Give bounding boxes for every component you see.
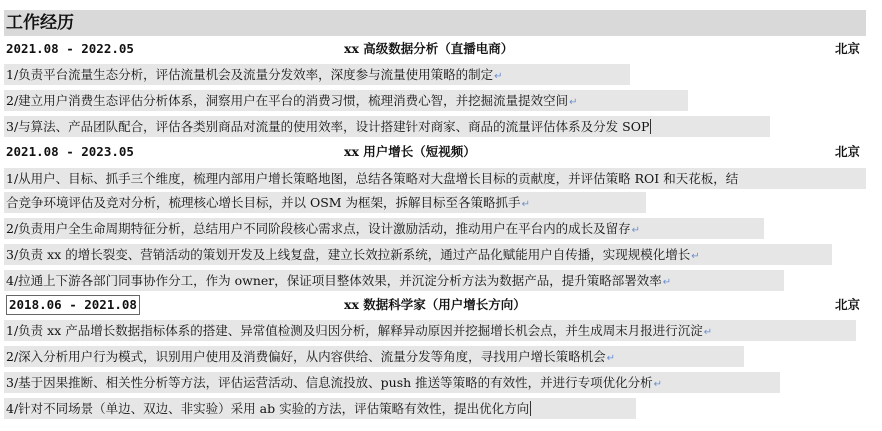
list-item	[4, 90, 688, 111]
job-city: 北京	[834, 297, 860, 312]
paragraph-mark-icon: ↵	[521, 199, 530, 210]
paragraph-mark-icon: ↵	[703, 327, 713, 338]
bullet-text: 3/与算法、产品团队配合，评估各类别商品对流量的使用效率，设计搭建针对商家、商品的流量评估体系及分发 SOP	[6, 119, 650, 134]
bullet-text: 3/负责 xx 的增长裂变、营销活动的策划开发及上线复盘，建立长效拉新系统，通过产品化赋能用户自传播，实现规模化增长	[6, 247, 691, 262]
list-item	[4, 270, 784, 291]
list-item	[4, 168, 866, 189]
paragraph-mark-icon: ↵	[631, 225, 641, 236]
job-title: xx 数据科学家（用户增长方向）	[344, 297, 526, 312]
list-item	[4, 346, 744, 367]
paragraph-mark-icon: ↵	[494, 71, 503, 82]
job-date: 2021.08 - 2023.05	[6, 144, 134, 159]
bullet-text: 2/深入分析用户行为模式，识别用户使用及消费偏好，从内容供给、流量分发等角度，寻找用户增长策略机会	[6, 349, 606, 364]
paragraph-mark-icon: ↵	[606, 353, 616, 364]
job-header	[4, 294, 866, 316]
text-cursor	[530, 401, 531, 416]
job-city: 北京	[834, 144, 860, 159]
text-cursor	[650, 119, 651, 134]
bullet-text: 4/拉通上下游各部门同事协作分工，作为 owner，保证项目整体效果，并沉淀分析方法为数据产品，提升策略部署效率	[6, 273, 662, 288]
job-city: 北京	[834, 41, 860, 56]
list-item	[4, 218, 764, 239]
list-item	[4, 244, 832, 265]
bullet-text: 合竞争环境评估及竞对分析，梳理核心增长目标，并以 OSM 为框架，拆解目标至各策略抓手	[6, 195, 521, 210]
list-item	[4, 116, 770, 137]
bullet-text: 1/负责平台流量生态分析，评估流量机会及流量分发效率，深度参与流量使用策略的制定	[6, 67, 494, 82]
paragraph-mark-icon: ↵	[691, 251, 700, 262]
bullet-text: 4/针对不同场景（单边、双边、非实验）采用 ab 实验的方法，评估策略有效性，提出优化方向	[6, 401, 530, 416]
list-item	[4, 192, 646, 213]
bullet-text: 2/建立用户消费生态评估分析体系，洞察用户在平台的消费习惯，梳理消费心智，并挖掘流量提效空间	[6, 93, 569, 108]
list-item	[4, 64, 630, 85]
list-item	[4, 398, 636, 419]
job-date: 2021.08 - 2022.05	[6, 41, 134, 56]
bullet-text: 1/负责 xx 产品增长数据指标体系的搭建、异常值检测及归因分析，解释异动原因并挖掘增长机会点，并生成周末月报进行沉淀	[6, 323, 703, 338]
bullet-text: 1/从用户、目标、抓手三个维度，梳理内部用户增长策略地图，总结各策略对大盘增长目标的贡献度，并评估策略 ROI 和天花板，结	[6, 171, 739, 186]
list-item	[4, 320, 856, 341]
list-item	[4, 372, 780, 393]
job-date: 2018.06 - 2021.08	[6, 295, 140, 315]
job-header	[4, 141, 866, 163]
paragraph-mark-icon: ↵	[662, 277, 672, 288]
paragraph-mark-icon: ↵	[653, 379, 663, 390]
section-title: 工作经历	[4, 10, 866, 36]
job-header	[4, 38, 866, 60]
job-title: xx 用户增长（短视频）	[344, 144, 476, 159]
paragraph-mark-icon: ↵	[569, 97, 578, 108]
bullet-text: 3/基于因果推断、相关性分析等方法，评估运营活动、信息流投放、push 推送等策略的有效性，并进行专项优化分析	[6, 375, 653, 390]
bullet-text: 2/负责用户全生命周期特征分析，总结用户不同阶段核心需求点，设计激励活动，推动用户在平台内的成长及留存	[6, 221, 631, 236]
job-title: xx 高级数据分析（直播电商）	[344, 41, 514, 56]
